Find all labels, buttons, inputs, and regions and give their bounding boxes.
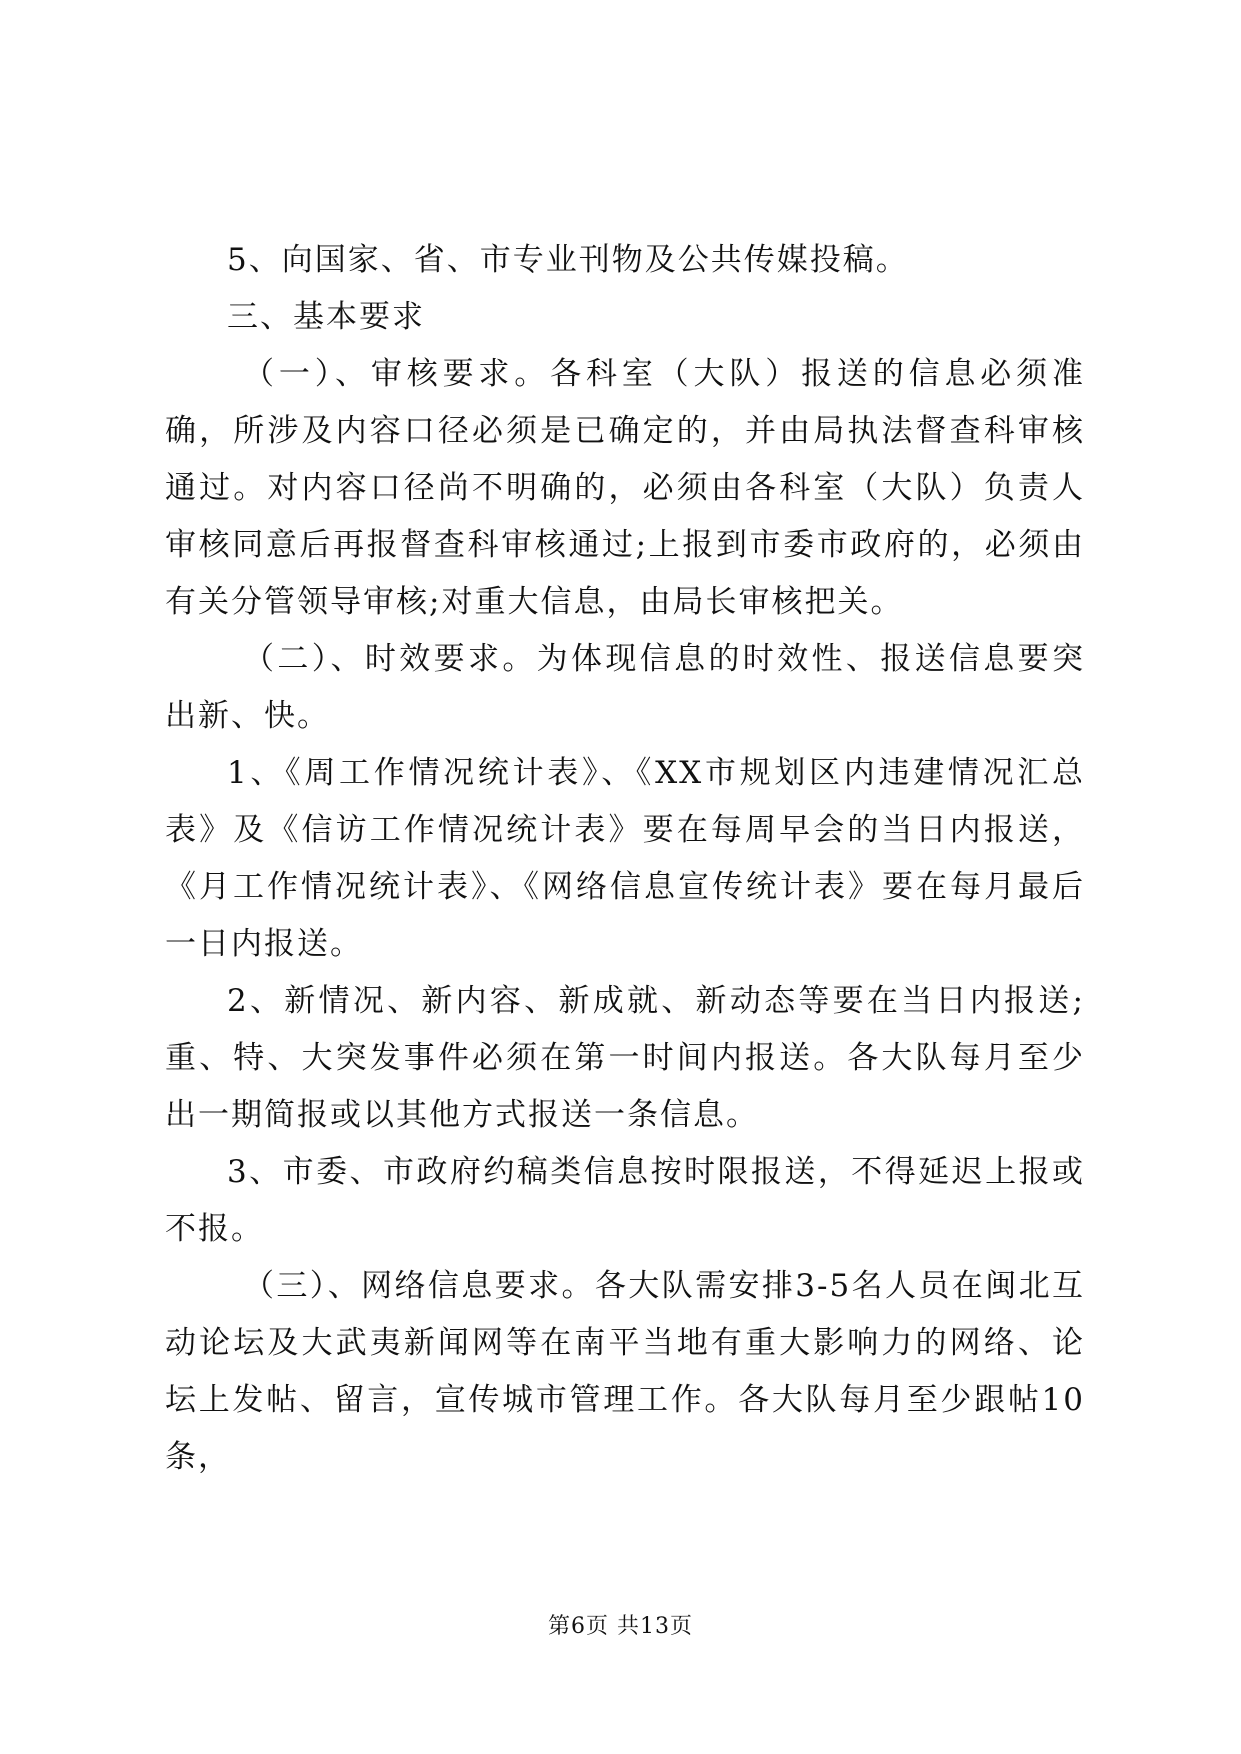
paragraph-review-requirements: （一）、审核要求。各科室（大队）报送的信息必须准确，所涉及内容口径必须是已确定的，并由局执法督查科审核通过。对内容口径尚不明确的，必须由各科室（大队）负责人审核同意后再报督查科审核通过;上报到市委市政府的，必须由有关分管领导审核;对重大信息，由局长审核把关。	[165, 356, 1085, 620]
paragraph-item-2-new-info: 2、新情况、新内容、新成就、新动态等要在当日内报送;重、特、大突发事件必须在第一时间内报送。各大队每月至少出一期简报或以其他方式报送一条信息。	[165, 983, 1085, 1133]
document-body	[165, 232, 1085, 1486]
paragraph-timeliness-requirements: （二）、时效要求。为体现信息的时效性、报送信息要突出新、快。	[165, 641, 1085, 734]
paragraph-item-3-commissioned: 3、市委、市政府约稿类信息按时限报送，不得延迟上报或不报。	[165, 1154, 1085, 1247]
page-number-footer: 第6页 共13页	[548, 1614, 693, 1639]
paragraph-network-requirements: （三）、网络信息要求。各大队需安排3-5名人员在闽北互动论坛及大武夷新闻网等在南平当地有重大影响力的网络、论坛上发帖、留言，宣传城市管理工作。各大队每月至少跟帖10条，	[165, 1268, 1085, 1475]
section-heading-basic-requirements: 三、基本要求	[227, 299, 425, 335]
paragraph-item-5: 5、向国家、省、市专业刊物及公共传媒投稿。	[227, 242, 909, 278]
paragraph-item-1-reports: 1、《周工作情况统计表》、《XX市规划区内违建情况汇总表》及《信访工作情况统计表》要在每周早会的当日内报送，《月工作情况统计表》、《网络信息宣传统计表》要在每月最后一日内报送。	[165, 755, 1085, 962]
